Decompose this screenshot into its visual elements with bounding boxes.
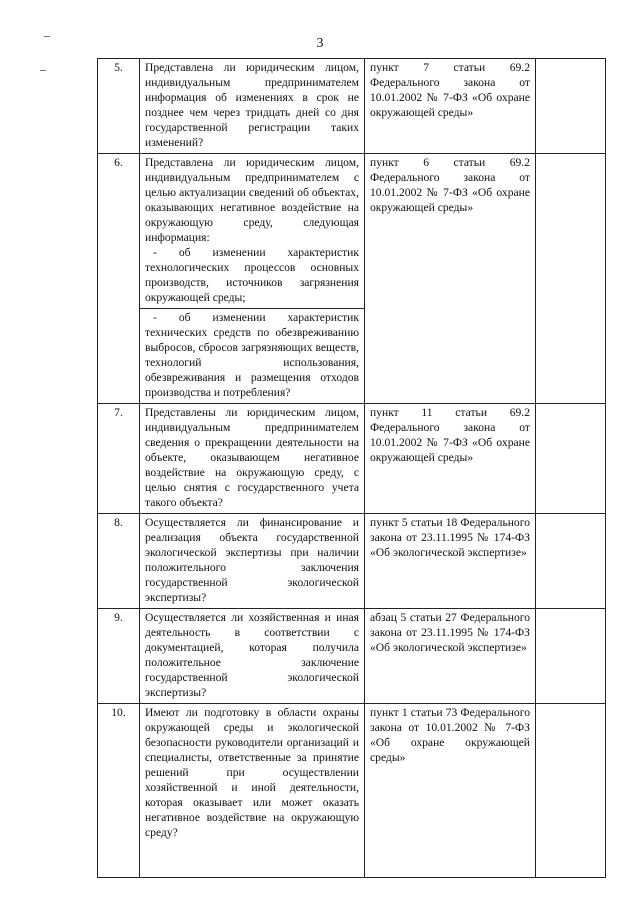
row-number: 10. bbox=[98, 704, 140, 878]
question-cell bbox=[140, 404, 365, 514]
legal-reference: пункт 1 статьи 73 Федерального закона от 10.01.2002 № 7-ФЗ «Об охране окружающей среды» bbox=[365, 704, 536, 878]
row-number: 8. bbox=[98, 514, 140, 609]
legal-reference: пункт 5 статьи 18 Федерального закона от 23.11.1995 № 174-ФЗ «Об экологической экспертизе» bbox=[365, 514, 536, 609]
answer-cell[interactable] bbox=[536, 609, 606, 704]
table-row bbox=[98, 609, 606, 704]
question-cell bbox=[140, 154, 365, 309]
question-text: Представлена ли юридическим лицом, индивидуальным предпринимателем с целью актуализации сведений об объектах, оказывающих негативное воздействие на окружающую среду, следующая информация: bbox=[145, 156, 359, 244]
scan-mark bbox=[40, 70, 46, 71]
answer-cell[interactable] bbox=[536, 154, 606, 404]
answer-cell[interactable] bbox=[536, 59, 606, 154]
checklist-table bbox=[97, 58, 606, 878]
answer-cell[interactable] bbox=[536, 704, 606, 878]
table-row bbox=[98, 59, 606, 154]
question-text: Представлены ли юридическим лицом, индивидуальным предпринимателем сведения о прекращении деятельности на объекте, оказывающем негативное воздействие на окружающую среду, с целью снятия с государственного учета такого объекта? bbox=[145, 406, 359, 509]
question-cell bbox=[140, 704, 365, 878]
table-row bbox=[98, 404, 606, 514]
table-row bbox=[98, 154, 606, 309]
legal-reference: абзац 5 статьи 27 Федерального закона от 23.11.1995 № 174-ФЗ «Об экологической экспертизе» bbox=[365, 609, 536, 704]
question-text: - об изменении характеристик технологических процессов основных производств, источников загрязнения окружающей среды; bbox=[145, 246, 359, 304]
row-number: 9. bbox=[98, 609, 140, 704]
question-text: - об изменении характеристик технических средств по обезвреживанию выбросов, сбросов загрязняющих веществ, технологий использования, обезвреживания и размещения отходов производства и потребления? bbox=[145, 311, 359, 399]
checklist-rows bbox=[98, 59, 606, 878]
question-cell bbox=[140, 59, 365, 154]
table-row bbox=[98, 514, 606, 609]
answer-cell[interactable] bbox=[536, 404, 606, 514]
legal-reference: пункт 6 статьи 69.2 Федерального закона от 10.01.2002 № 7-ФЗ «Об охране окружающей среды» bbox=[365, 154, 536, 404]
row-number: 6. bbox=[98, 154, 140, 404]
table-row bbox=[98, 704, 606, 878]
question-cell bbox=[140, 514, 365, 609]
page-number: 3 bbox=[316, 36, 324, 51]
answer-cell[interactable] bbox=[536, 514, 606, 609]
question-cell bbox=[140, 309, 365, 404]
question-cell bbox=[140, 609, 365, 704]
legal-reference: пункт 11 статьи 69.2 Федерального закона от 10.01.2002 № 7-ФЗ «Об охране окружающей среды» bbox=[365, 404, 536, 514]
row-number: 5. bbox=[98, 59, 140, 154]
question-text: Имеют ли подготовку в области охраны окружающей среды и экологической безопасности руководители организаций и специалисты, ответственные за принятие решений при осуществлении хозяйственной и иной деятельности, которая оказывает или может оказать негативное воздействие на окружающую среду? bbox=[145, 706, 359, 839]
legal-reference: пункт 7 статьи 69.2 Федерального закона от 10.01.2002 № 7-ФЗ «Об охране окружающей среды» bbox=[365, 59, 536, 154]
question-text: Осуществляется ли финансирование и реализация объекта государственной экологической экспертизы при наличии положительного заключения государственной экологической экспертизы? bbox=[145, 516, 359, 604]
question-text: Представлена ли юридическим лицом, индивидуальным предпринимателем информация об изменениях в срок не позднее чем через тридцать дней со дня государственной регистрации таких изменений? bbox=[145, 61, 359, 149]
question-text: Осуществляется ли хозяйственная и иная деятельность в соответствии с документацией, которая получила положительное заключение государственной экологической экспертизы? bbox=[145, 611, 359, 699]
row-number: 7. bbox=[98, 404, 140, 514]
